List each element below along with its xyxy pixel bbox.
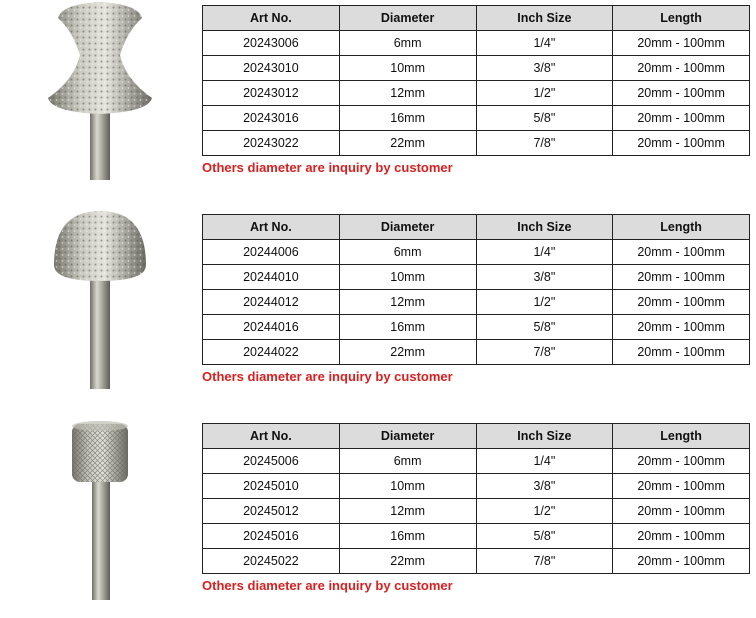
cell-inch-size: 3/8" — [476, 56, 613, 81]
cell-art-no: 20244012 — [203, 290, 340, 315]
cell-inch-size: 1/2" — [476, 290, 613, 315]
cell-art-no: 20243012 — [203, 81, 340, 106]
cell-inch-size: 1/2" — [476, 81, 613, 106]
ball-head-burr-icon — [40, 209, 170, 399]
cell-art-no: 20243010 — [203, 56, 340, 81]
cell-length: 20mm - 100mm — [613, 315, 750, 340]
cylinder-knurled-burr-icon — [40, 418, 170, 608]
col-diameter: Diameter — [339, 424, 476, 449]
cell-art-no: 20245012 — [203, 499, 340, 524]
col-inch-size: Inch Size — [476, 424, 613, 449]
cell-art-no: 20245006 — [203, 449, 340, 474]
cell-diameter: 16mm — [339, 315, 476, 340]
cell-inch-size: 7/8" — [476, 549, 613, 574]
cell-diameter: 12mm — [339, 290, 476, 315]
cell-length: 20mm - 100mm — [613, 31, 750, 56]
inquiry-note: Others diameter are inquiry by customer — [202, 160, 453, 175]
cell-art-no: 20243022 — [203, 131, 340, 156]
cell-length: 20mm - 100mm — [613, 265, 750, 290]
table-row — [203, 56, 750, 81]
cell-diameter: 16mm — [339, 524, 476, 549]
cell-diameter: 6mm — [339, 240, 476, 265]
cell-length: 20mm - 100mm — [613, 340, 750, 365]
cell-length: 20mm - 100mm — [613, 106, 750, 131]
cell-art-no: 20244006 — [203, 240, 340, 265]
col-length: Length — [613, 424, 750, 449]
cell-length: 20mm - 100mm — [613, 290, 750, 315]
table-row — [203, 240, 750, 265]
cell-art-no: 20245022 — [203, 549, 340, 574]
cell-diameter: 6mm — [339, 31, 476, 56]
col-art-no: Art No. — [203, 424, 340, 449]
table-header-row — [203, 215, 750, 240]
cell-art-no: 20244010 — [203, 265, 340, 290]
inquiry-note: Others diameter are inquiry by customer — [202, 578, 453, 593]
concave-dish-burr-icon — [40, 0, 170, 190]
cell-inch-size: 5/8" — [476, 524, 613, 549]
cell-diameter: 12mm — [339, 499, 476, 524]
col-art-no: Art No. — [203, 215, 340, 240]
cell-art-no: 20244016 — [203, 315, 340, 340]
cell-inch-size: 5/8" — [476, 106, 613, 131]
cell-inch-size: 1/4" — [476, 31, 613, 56]
table-row — [203, 290, 750, 315]
cell-art-no: 20245016 — [203, 524, 340, 549]
cell-art-no: 20243016 — [203, 106, 340, 131]
cell-inch-size: 7/8" — [476, 131, 613, 156]
cell-diameter: 16mm — [339, 106, 476, 131]
spec-table-3 — [202, 423, 750, 574]
col-diameter: Diameter — [339, 6, 476, 31]
table-row — [203, 474, 750, 499]
cell-diameter: 6mm — [339, 449, 476, 474]
product-section-3 — [0, 418, 756, 618]
table-row — [203, 265, 750, 290]
cell-diameter: 10mm — [339, 474, 476, 499]
cell-length: 20mm - 100mm — [613, 549, 750, 574]
col-length: Length — [613, 215, 750, 240]
cell-length: 20mm - 100mm — [613, 131, 750, 156]
cell-inch-size: 3/8" — [476, 265, 613, 290]
cell-diameter: 12mm — [339, 81, 476, 106]
table-row — [203, 524, 750, 549]
cell-length: 20mm - 100mm — [613, 524, 750, 549]
cell-length: 20mm - 100mm — [613, 499, 750, 524]
table-row — [203, 340, 750, 365]
inquiry-note: Others diameter are inquiry by customer — [202, 369, 453, 384]
col-inch-size: Inch Size — [476, 6, 613, 31]
cell-length: 20mm - 100mm — [613, 81, 750, 106]
cell-diameter: 10mm — [339, 265, 476, 290]
col-art-no: Art No. — [203, 6, 340, 31]
cell-art-no: 20244022 — [203, 340, 340, 365]
spec-table-2 — [202, 214, 750, 365]
cell-diameter: 22mm — [339, 549, 476, 574]
cell-length: 20mm - 100mm — [613, 474, 750, 499]
cell-inch-size: 3/8" — [476, 474, 613, 499]
cell-diameter: 22mm — [339, 131, 476, 156]
table-header-row — [203, 6, 750, 31]
cell-art-no: 20245010 — [203, 474, 340, 499]
table-row — [203, 31, 750, 56]
table-row — [203, 449, 750, 474]
table-row — [203, 106, 750, 131]
cell-inch-size: 1/4" — [476, 240, 613, 265]
col-diameter: Diameter — [339, 215, 476, 240]
spec-table-1 — [202, 5, 750, 156]
product-section-2 — [0, 209, 756, 409]
table-row — [203, 131, 750, 156]
cell-length: 20mm - 100mm — [613, 449, 750, 474]
cell-inch-size: 5/8" — [476, 315, 613, 340]
cell-inch-size: 1/2" — [476, 499, 613, 524]
cell-art-no: 20243006 — [203, 31, 340, 56]
col-inch-size: Inch Size — [476, 215, 613, 240]
cell-inch-size: 1/4" — [476, 449, 613, 474]
table-row — [203, 499, 750, 524]
cell-diameter: 22mm — [339, 340, 476, 365]
table-header-row — [203, 424, 750, 449]
table-row — [203, 315, 750, 340]
table-row — [203, 549, 750, 574]
table-row — [203, 81, 750, 106]
cell-length: 20mm - 100mm — [613, 240, 750, 265]
cell-inch-size: 7/8" — [476, 340, 613, 365]
cell-length: 20mm - 100mm — [613, 56, 750, 81]
col-length: Length — [613, 6, 750, 31]
product-section-1 — [0, 0, 756, 200]
cell-diameter: 10mm — [339, 56, 476, 81]
